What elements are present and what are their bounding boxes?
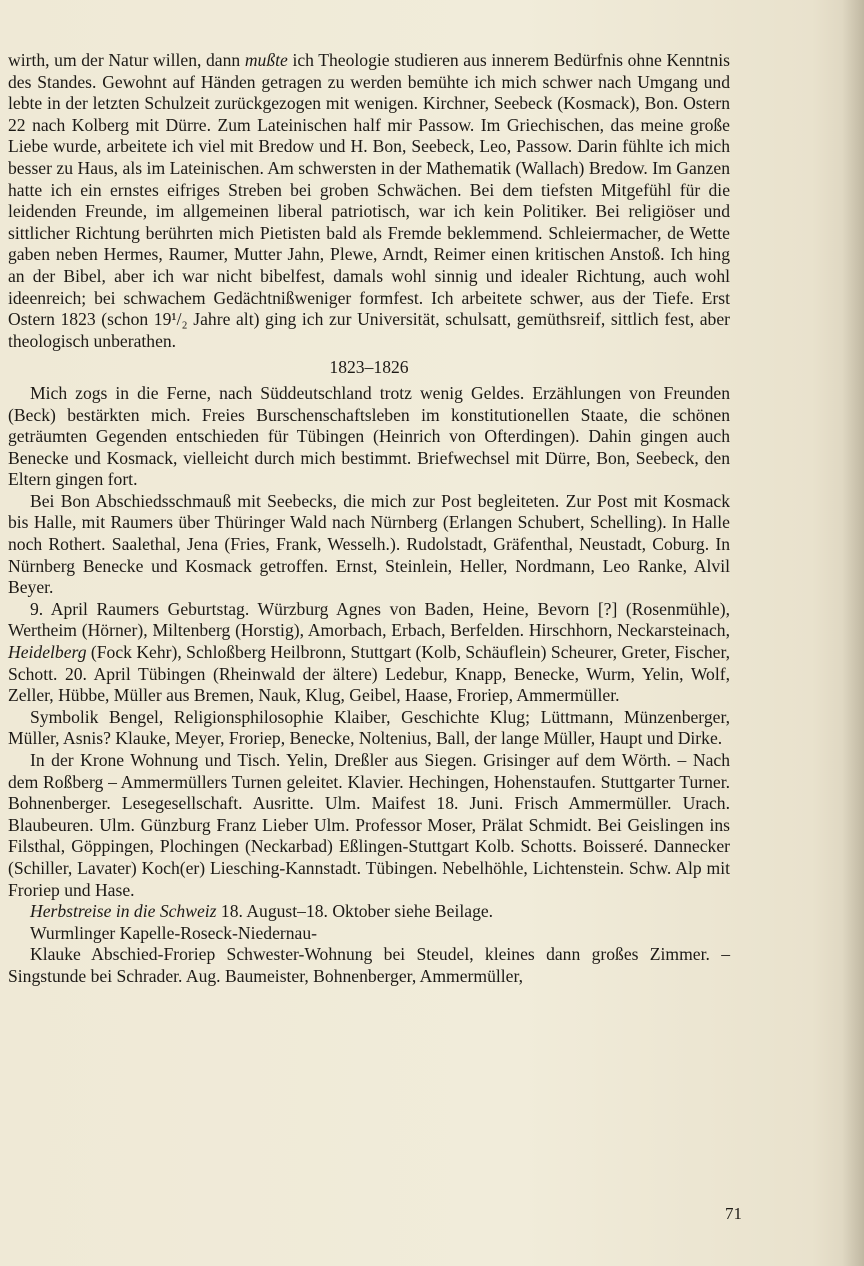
text-run: In der Krone Wohnung und Tisch. Yelin, Dreßler aus Siegen. Grisinger auf dem Wörth. – Nach dem Roßberg – Ammermüllers Turnen geleitet. Klavier. Hechingen, Hohenstaufen. Stuttgarter Turner. Bohnenberger. Lesegesellschaft. Ausritte. Ulm. Maifest 18. Juni. Frisch Ammermüller. Urach. Blaubeuren. Ulm. Günzburg Franz Lieber Ulm. Professor Moser, Prälat Schmidt. Bei Geislingen ins Filsthal, Göppingen, Plochingen (Neckarbad) Eßlingen-Stuttgart Kolb. Schotts. Boisseré. Dannecker (Schiller, Lavater) Koch(er) Liesching-Kannstadt. Tübingen. Nebelhöhle, Lichtenstein. Schw. Alp mit Froriep und Hase. [8,750,730,900]
heading-text: 1823–1826 [329,357,409,378]
text-body [8,50,730,988]
text-run: Wurmlinger Kapelle-Roseck-Niedernau- [30,922,318,943]
paragraph-7 [8,901,730,923]
paragraph-9 [8,944,730,987]
section-heading [8,357,730,379]
paragraph-4 [8,599,730,707]
text-run: ich Theologie studieren aus innerem Bedürfnis ohne Kenntnis des Standes. Gewohnt auf Händen getragen zu werden bemühte ich mich schwer nach Umgang und lebte in der letzten Schulzeit zurückgezogen mit wenigen. Kirchner, Seebeck (Kosmack), Bon. Ostern 22 nach Kolberg mit Dürre. Zum Lateinischen half mir Passow. Im Griechischen, das meine große Liebe wurde, arbeitete ich viel mit Bredow und H. Bon, Seebeck, Leo, Passow. Darin fühlte ich mich besser zu Haus, als im Lateinischen. Am schwersten in der Mathematik (Wallach) Bredow. Im Ganzen hatte ich ein ernstes eifriges Streben bei groben Schwächen. Bei dem tiefsten Mitgefühl für die leidenden Freunde, im allgemeinen liberal patriotisch, war ich kein Politiker. Bei religiöser und sittlicher Richtung berührten mich Pietisten bald als Fremde beklemmend. Schleiermacher, de Wette gaben neben Hermes, Raumer, Mutter Jahn, Plewe, Arndt, Reimer einen kritischen Anstoß. Ich hing an der Bibel, aber ich war nicht bibelfest, damals wohl sinnig und idealer Richtung, auch wohl ideenreich; bei schwachem Gedächtnißweniger formfest. Ich arbeitete schwer, aus der Tiefe. Erst Ostern 1823 (schon 19¹/₂ Jahre alt) ging ich zur Universität, schulsatt, gemüthsreif, sittlich fest, aber theologisch unberathen. [8,50,730,351]
page-number: 71 [725,1204,742,1223]
text-run: Klauke Abschied-Froriep Schwester-Wohnung bei Steudel, kleines dann großes Zimmer. – Singstunde bei Schrader. Aug. Baumeister, Bohnenberger, Ammermüller, [8,944,730,986]
paragraph-1 [8,50,730,352]
page-edge-shadow [842,0,864,1266]
text-run: 9. April Raumers Geburtstag. Würzburg Agnes von Baden, Heine, Bevorn [?] (Rosenmühle), Wertheim (Hörner), Miltenberg (Horstig), Amorbach, Erbach, Berfelden. Hirschhorn, Neckarsteinach, [8,598,730,641]
text-run-italic: mußte [244,50,288,70]
text-run: wirth, um der Natur willen, dann [8,50,245,70]
text-run: Symbolik Bengel, Religionsphilosophie Klaiber, Geschichte Klug; Lüttmann, Münzenberger, Müller, Asnis? Klauke, Meyer, Froriep, Benecke, Noltenius, Ball, der lange Müller, Haupt und Dirke. [8,706,730,749]
text-run-italic: Heidelberg [8,642,87,663]
paragraph-6 [8,750,730,901]
text-run: Mich zogs in die Ferne, nach Süddeutschland trotz wenig Geldes. Erzählungen von Freunden (Beck) bestärkten mich. Freies Burschenschaftsleben im konstitutionellen Staate, die schönen geträumten Gegenden entschieden für Tübingen (Heinrich von Ofterdingen). Dahin gingen auch Benecke und Kosmack, vielleicht durch mich bestimmt. Briefwechsel mit Dürre, Bon, Seebeck, den Eltern gingen fort. [8,382,730,490]
paragraph-2 [8,383,730,491]
text-run-italic: Herbstreise in die Schweiz [30,901,217,922]
text-run: (Fock Kehr), Schloßberg Heilbronn, Stuttgart (Kolb, Schäuflein) Scheurer, Greter, Fischer, Schott. 20. April Tübingen (Rheinwald der ältere) Ledebur, Knapp, Benecke, Wurm, Yelin, Wolf, Zeller, Hübbe, Müller aus Bremen, Nauk, Klug, Geibel, Haase, Froriep, Ammermüller. [8,642,730,706]
paragraph-8 [8,923,730,945]
text-run: 18. August–18. Oktober siehe Beilage. [216,901,494,922]
text-run: Bei Bon Abschiedsschmauß mit Seebecks, die mich zur Post begleiteten. Zur Post mit Kosmack bis Halle, mit Raumers über Thüringer Wald nach Nürnberg (Erlangen Schubert, Schelling). In Halle noch Rothert. Saalethal, Jena (Fries, Frank, Wesselh.). Rudolstadt, Gräfenthal, Neustadt, Coburg. In Nürnberg Benecke und Kosmack getroffen. Ernst, Steinlein, Heller, Nordmann, Leo Ranke, Alvil Beyer. [8,490,730,598]
paragraph-5 [8,707,730,750]
paragraph-3 [8,491,730,599]
